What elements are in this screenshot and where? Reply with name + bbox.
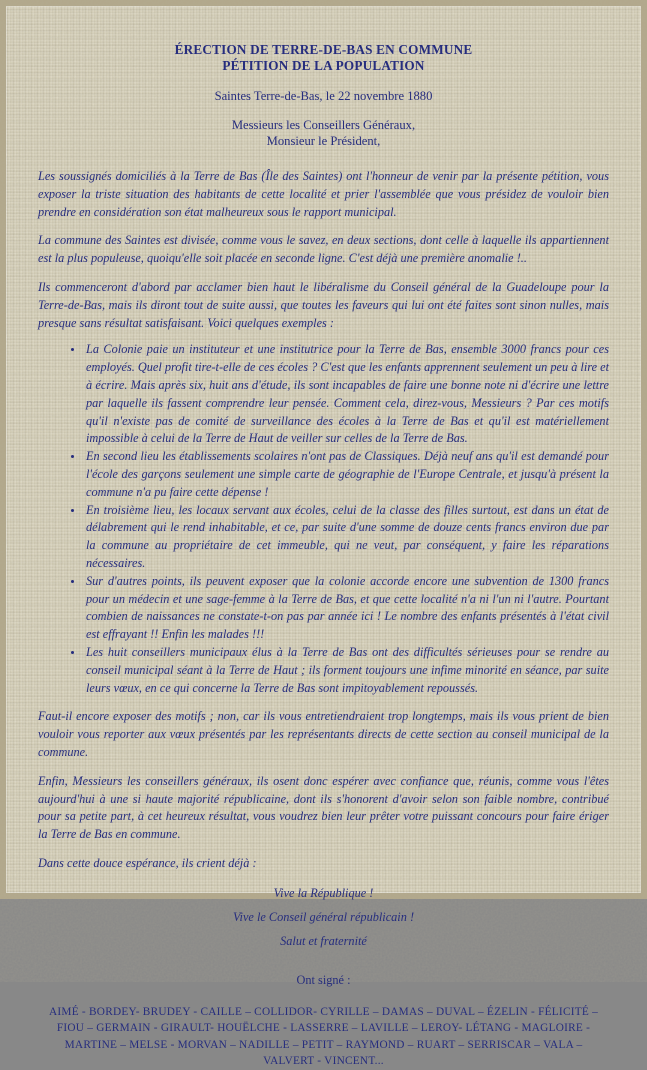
list-item-ecoles: • La Colonie paie un instituteur et une institutrice pour la Terre de Bas, ensemble 3000 francs pour ces employés. Quel profit tire-t-elle de ces écoles ? C'est que les enfants apprennent seulement un peu à lire et à écrire. Mais après six, huit ans d'étude, ils sont incapables de faire une bonne note ni d'écrire une lettre par laquelle ils fassent comprendre leur pensée. Comment cela, direz-vous, Messieurs ? Par ces motifs qu'il n'existe pas de comité de surveillance des écoles à la Terre de Bas et qu'il est matériellement impossible à celui de la Terre de Haut de veiller sur celles de la Terre de Bas. bbox=[84, 341, 609, 448]
paragraph-espoir: Enfin, Messieurs les conseillers généraux, ils osent donc espérer avec confiance que, réunis, comme vous l'êtes aujourd'hui à une si haute majorité républicaine, dont ils s'honorent d'avoir selon son faible nombre, contribué pour sa petite part, à cet heureux résultat, vous voudrez bien leur prêter votre puissant concours pour faire ériger la Terre de Bas en commune. bbox=[38, 773, 609, 842]
salutation-line-1: Messieurs les Conseillers Généraux, bbox=[231, 118, 416, 132]
acclamation-salut: Salut et fraternité bbox=[280, 933, 367, 948]
document-title bbox=[38, 42, 609, 74]
signed-label: Ont signé : bbox=[296, 972, 351, 987]
paragraph-esperance: Dans cette douce espérance, ils crient déjà : bbox=[38, 855, 257, 870]
title-line-1: ÉRECTION DE TERRE-DE-BAS EN COMMUNE bbox=[174, 42, 473, 57]
salutation bbox=[38, 117, 609, 149]
list-item-classiques: • En second lieu les établissements scolaires n'ont pas de Classiques. Déjà neuf ans qu'il est demandé pour l'école des garçons seulement une simple carte de géographie de l'Europe Centrale, et jusqu'à présent la commune n'a pu faire cette dépense ! bbox=[84, 448, 609, 501]
acclamation-conseil: Vive le Conseil général républicain ! bbox=[232, 909, 415, 924]
paragraph-motifs: Faut-il encore exposer des motifs ; non, car ils vous entretiendraient trop longtemps, mais ils vous prient de bien vouloir vous reporter aux vœux présentés par les représentants directs de cette section au conseil municipal de la commune. bbox=[38, 709, 609, 759]
list-item-locaux: • En troisième lieu, les locaux servant aux écoles, celui de la classe des filles surtout, est dans un état de délabrement qui le rend inhabitable, et ce, par suite d'une somme de douze cents francs environ due par la commune au propriétaire de cet immeuble, qui ne veut, par conséquent, y faire les réparations nécessaires. bbox=[84, 502, 609, 573]
examples-list bbox=[64, 341, 609, 697]
dateline: Saintes Terre-de-Bas, le 22 novembre 1880 bbox=[214, 89, 433, 103]
list-item-subvention: • Sur d'autres points, ils peuvent exposer que la colonie accorde encore une subvention de 1300 francs pour un médecin et une sage-femme à la Terre de Bas, et que cette localité n'a ni l'un ni l'autre. Pourtant combien de naissances ne constate-t-on pas par année ici ! Le nombre des enfants présentés à l'état civil est effrayant !! Enfin les malades !!! bbox=[84, 573, 609, 644]
paragraph-commune-divisee: La commune des Saintes est divisée, comme vous le savez, en deux sections, dont celle à laquelle ils appartiennent est la plus populeuse, quoiqu'elle soit placée en seconde ligne. C'est déjà une première anomalie !.. bbox=[38, 233, 609, 266]
salutation-line-2: Monsieur le Président, bbox=[266, 134, 381, 148]
paragraph-introduction: Les soussignés domiciliés à la Terre de Bas (Île des Saintes) ont l'honneur de venir par la présente pétition, vous exposer la triste situation des habitants de cette localité et prier l'assemblée que vous présidez de vouloir bien prendre en considération son état malheureux sous le rapport municipal. bbox=[38, 169, 609, 219]
paragraph-exemples-intro: Ils commenceront d'abord par acclamer bien haut le libéralisme du Conseil général de la Guadeloupe pour la Terre-de-Bas, mais ils diront tout de suite aussi, que toutes les faveurs qui lui ont été faites sont sinon nulles, mais presque sans résultat satisfaisant. Voici quelques exemples : bbox=[38, 279, 609, 330]
document-content bbox=[6, 6, 641, 1070]
title-line-2: PÉTITION DE LA POPULATION bbox=[222, 58, 425, 73]
list-item-conseillers: • Les huit conseillers municipaux élus à la Terre de Bas ont des difficultés sérieuses pour se rendre au conseil municipal séant à la Terre de Haut ; ils forment toujours une infime minorité en séance, par suite leurs vœux, en ce qui concerne la Terre de Bas sont impitoyablement repoussés. bbox=[84, 644, 609, 697]
acclamation-republique: Vive la République ! bbox=[273, 885, 374, 900]
signatures-list: AIMÉ - BORDEY- BRUDEY - CAILLE – COLLIDOR- CYRILLE – DAMAS – DUVAL – ÉZELIN - FÉLICITÉ – FIOU – GERMAIN - GIRAULT- HOUËLCHE - LASSERRE – LAVILLE – LEROY- LÉTANG - MAGLOIRE - MARTINE – MELSE - MORVAN – NADILLE – PETIT – RAYMOND – RUART – SERRISCAR – VALA – VALVERT - VINCENT... bbox=[48, 1005, 599, 1068]
